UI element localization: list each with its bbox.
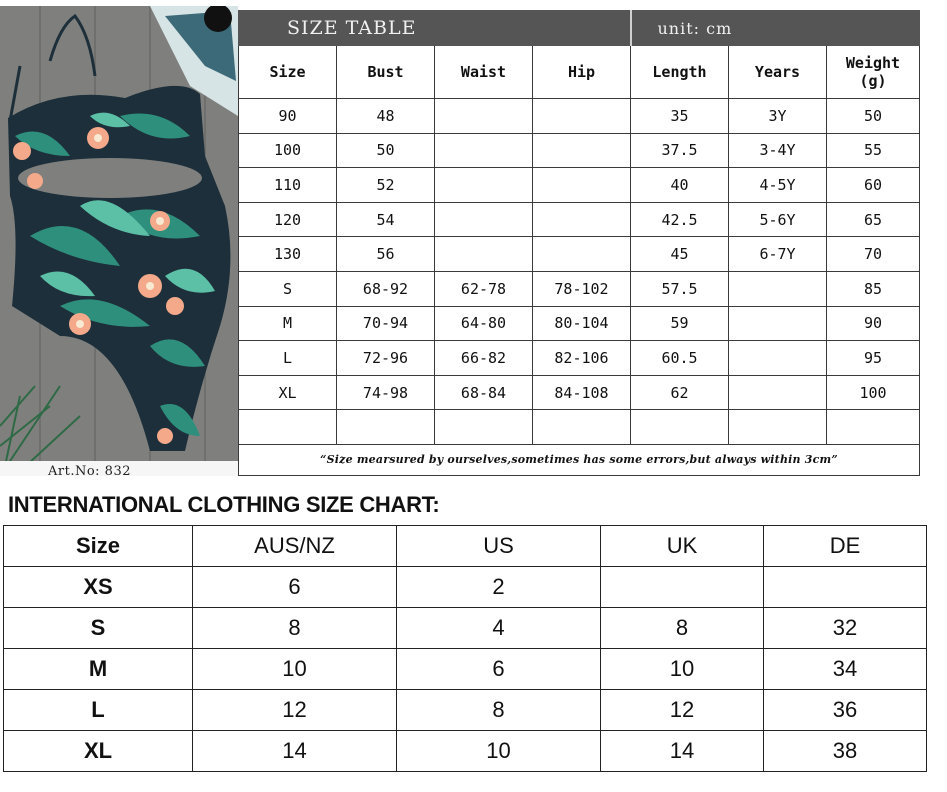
table-cell: 2 (397, 567, 601, 608)
table-cell: 120 (239, 202, 337, 237)
table-cell: 84-108 (533, 375, 631, 410)
column-header: AUS/NZ (193, 526, 397, 567)
table-row (239, 410, 920, 445)
table-cell: 4-5Y (729, 168, 827, 203)
swimsuit-illustration (0, 6, 238, 476)
table-cell (435, 237, 533, 272)
table-cell: 3-4Y (729, 133, 827, 168)
size-table-note-row (239, 444, 920, 475)
table-cell: 62 (631, 375, 729, 410)
column-header: US (397, 526, 601, 567)
table-cell: 14 (193, 731, 397, 772)
table-cell: 36 (764, 690, 927, 731)
table-cell: 70-94 (337, 306, 435, 341)
column-header: UK (601, 526, 764, 567)
table-cell: 3Y (729, 99, 827, 134)
size-table-unit: unit: cm (631, 11, 920, 46)
table-cell: S (4, 608, 193, 649)
table-cell: 59 (631, 306, 729, 341)
table-cell: 48 (337, 99, 435, 134)
table-cell: 100 (239, 133, 337, 168)
international-size-chart (3, 525, 927, 772)
table-row (239, 168, 920, 203)
table-cell (435, 133, 533, 168)
table-cell: 38 (764, 731, 927, 772)
table-cell: 60 (827, 168, 920, 203)
table-row (239, 237, 920, 272)
table-cell (729, 375, 827, 410)
column-header: Hip (533, 46, 631, 99)
table-cell: XL (239, 375, 337, 410)
table-cell: M (239, 306, 337, 341)
column-header: DE (764, 526, 927, 567)
table-row (239, 133, 920, 168)
table-cell: 10 (193, 649, 397, 690)
size-table-column-headers (239, 46, 920, 99)
size-table-title: SIZE TABLE (239, 11, 631, 46)
table-cell: S (239, 271, 337, 306)
table-row (239, 341, 920, 376)
table-cell (729, 410, 827, 445)
international-chart-title: INTERNATIONAL CLOTHING SIZE CHART: (8, 492, 440, 517)
table-row (239, 271, 920, 306)
table-cell: 57.5 (631, 271, 729, 306)
table-cell (631, 410, 729, 445)
table-cell (435, 168, 533, 203)
table-cell (533, 168, 631, 203)
table-cell (729, 341, 827, 376)
table-cell: XS (4, 567, 193, 608)
table-cell: 4 (397, 608, 601, 649)
column-header: Size (4, 526, 193, 567)
column-header: Waist (435, 46, 533, 99)
international-chart-body (4, 567, 927, 772)
table-cell: 45 (631, 237, 729, 272)
table-cell (729, 306, 827, 341)
table-cell: 42.5 (631, 202, 729, 237)
table-cell: 82-106 (533, 341, 631, 376)
table-cell (764, 567, 927, 608)
table-cell: 68-92 (337, 271, 435, 306)
table-row (4, 731, 927, 772)
table-cell: 10 (397, 731, 601, 772)
table-cell: L (4, 690, 193, 731)
table-cell: 110 (239, 168, 337, 203)
table-cell (435, 99, 533, 134)
table-cell: 50 (337, 133, 435, 168)
table-cell: 78-102 (533, 271, 631, 306)
table-cell (601, 567, 764, 608)
table-cell: 14 (601, 731, 764, 772)
table-cell: 12 (193, 690, 397, 731)
table-row (239, 99, 920, 134)
article-number: Art.No: 832 (48, 464, 131, 476)
table-cell (533, 237, 631, 272)
table-cell (533, 202, 631, 237)
table-cell (533, 99, 631, 134)
table-cell: 6 (397, 649, 601, 690)
table-cell: 68-84 (435, 375, 533, 410)
size-table (238, 10, 920, 476)
column-header: Years (729, 46, 827, 99)
table-cell: 70 (827, 237, 920, 272)
table-cell (435, 410, 533, 445)
table-cell: 52 (337, 168, 435, 203)
table-cell: 95 (827, 341, 920, 376)
column-header: Size (239, 46, 337, 99)
table-cell: 40 (631, 168, 729, 203)
table-cell: 56 (337, 237, 435, 272)
table-cell: 66-82 (435, 341, 533, 376)
table-cell: 72-96 (337, 341, 435, 376)
column-header: Length (631, 46, 729, 99)
measurement-note: “Size mearsured by ourselves,sometimes has some errors,but always within 3cm” (239, 444, 920, 475)
table-cell: 35 (631, 99, 729, 134)
table-cell: 50 (827, 99, 920, 134)
table-cell: 90 (827, 306, 920, 341)
product-photo (0, 6, 238, 476)
table-row (239, 375, 920, 410)
table-cell: 130 (239, 237, 337, 272)
table-cell: 85 (827, 271, 920, 306)
table-row (4, 690, 927, 731)
table-cell: XL (4, 731, 193, 772)
international-chart-header-row (4, 526, 927, 567)
size-table-header-bar (239, 11, 920, 46)
table-cell: 54 (337, 202, 435, 237)
table-cell: 55 (827, 133, 920, 168)
table-cell: 34 (764, 649, 927, 690)
table-cell (533, 410, 631, 445)
table-cell (827, 410, 920, 445)
table-cell: 6 (193, 567, 397, 608)
table-cell: 12 (601, 690, 764, 731)
table-row (239, 306, 920, 341)
table-cell: 37.5 (631, 133, 729, 168)
table-cell: 60.5 (631, 341, 729, 376)
table-cell: 5-6Y (729, 202, 827, 237)
table-cell: 32 (764, 608, 927, 649)
table-cell: 74-98 (337, 375, 435, 410)
table-cell: 100 (827, 375, 920, 410)
table-cell: 65 (827, 202, 920, 237)
table-cell: 62-78 (435, 271, 533, 306)
table-cell: 64-80 (435, 306, 533, 341)
table-cell: M (4, 649, 193, 690)
table-cell (239, 410, 337, 445)
table-cell: L (239, 341, 337, 376)
table-cell: 90 (239, 99, 337, 134)
column-header: Bust (337, 46, 435, 99)
table-row (4, 608, 927, 649)
column-header: Weight (g) (827, 46, 920, 99)
table-row (239, 202, 920, 237)
table-cell: 10 (601, 649, 764, 690)
table-cell: 8 (397, 690, 601, 731)
table-row (4, 567, 927, 608)
table-cell: 6-7Y (729, 237, 827, 272)
table-cell: 8 (193, 608, 397, 649)
table-cell: 80-104 (533, 306, 631, 341)
size-table-body (239, 99, 920, 445)
table-cell (337, 410, 435, 445)
table-row (4, 649, 927, 690)
table-cell: 8 (601, 608, 764, 649)
table-cell (729, 271, 827, 306)
table-cell (435, 202, 533, 237)
table-cell (533, 133, 631, 168)
